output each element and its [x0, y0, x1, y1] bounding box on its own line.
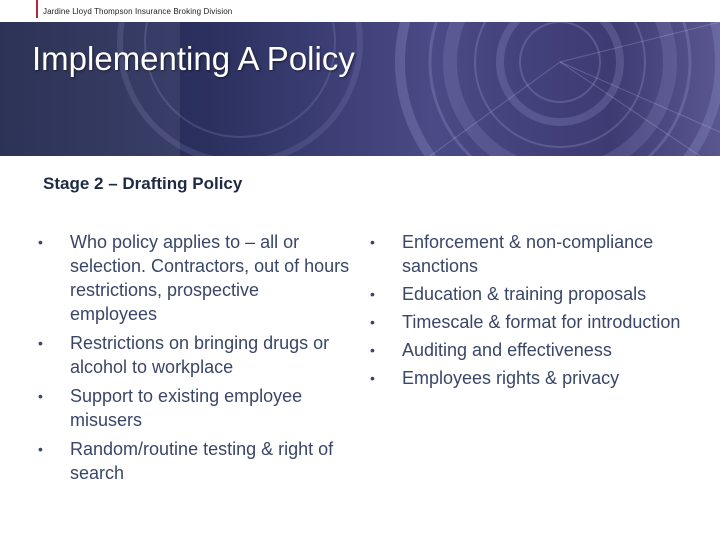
list-item [362, 338, 702, 362]
header-bar [0, 0, 720, 22]
list-item [362, 310, 702, 334]
list-item [30, 437, 350, 485]
bullet-text: Timescale & format for introduction [402, 312, 681, 332]
bullet-text: Restrictions on bringing drugs or alcohol to workplace [70, 333, 330, 377]
bullet-icon: • [370, 234, 375, 250]
list-item [30, 384, 350, 432]
section-subtitle: Stage 2 – Drafting Policy [43, 174, 243, 193]
bullet-icon: • [38, 388, 43, 404]
left-bullet-column [30, 230, 350, 490]
title-banner [0, 22, 720, 156]
bullet-text: Enforcement & non-compliance sanctions [402, 232, 654, 276]
bullet-icon: • [370, 314, 375, 330]
bullet-icon: • [370, 286, 375, 302]
bullet-icon: • [38, 441, 43, 457]
organization-name: Jardine Lloyd Thompson Insurance Broking Division [43, 7, 233, 16]
bullet-text: Who policy applies to – all or selection. Contractors, out of hours restrictions, prospective employees [70, 232, 350, 324]
left-bullet-list [30, 230, 350, 485]
bullet-text: Auditing and effectiveness [402, 340, 612, 360]
list-item [30, 331, 350, 379]
bullet-text: Random/routine testing & right of search [70, 439, 334, 483]
list-item [362, 282, 702, 306]
bullet-text: Education & training proposals [402, 284, 647, 304]
slide-title: Implementing A Policy [32, 40, 355, 77]
header-accent-rule [36, 0, 38, 18]
bullet-icon: • [38, 335, 43, 351]
list-item [362, 366, 702, 390]
bullet-text: Support to existing employee misusers [70, 386, 303, 430]
bullet-icon: • [38, 234, 43, 250]
bullet-icon: • [370, 342, 375, 358]
right-bullet-list [362, 230, 702, 390]
bullet-icon: • [370, 370, 375, 386]
bullet-text: Employees rights & privacy [402, 368, 620, 388]
list-item [30, 230, 350, 326]
list-item [362, 230, 702, 278]
right-bullet-column [362, 230, 702, 394]
